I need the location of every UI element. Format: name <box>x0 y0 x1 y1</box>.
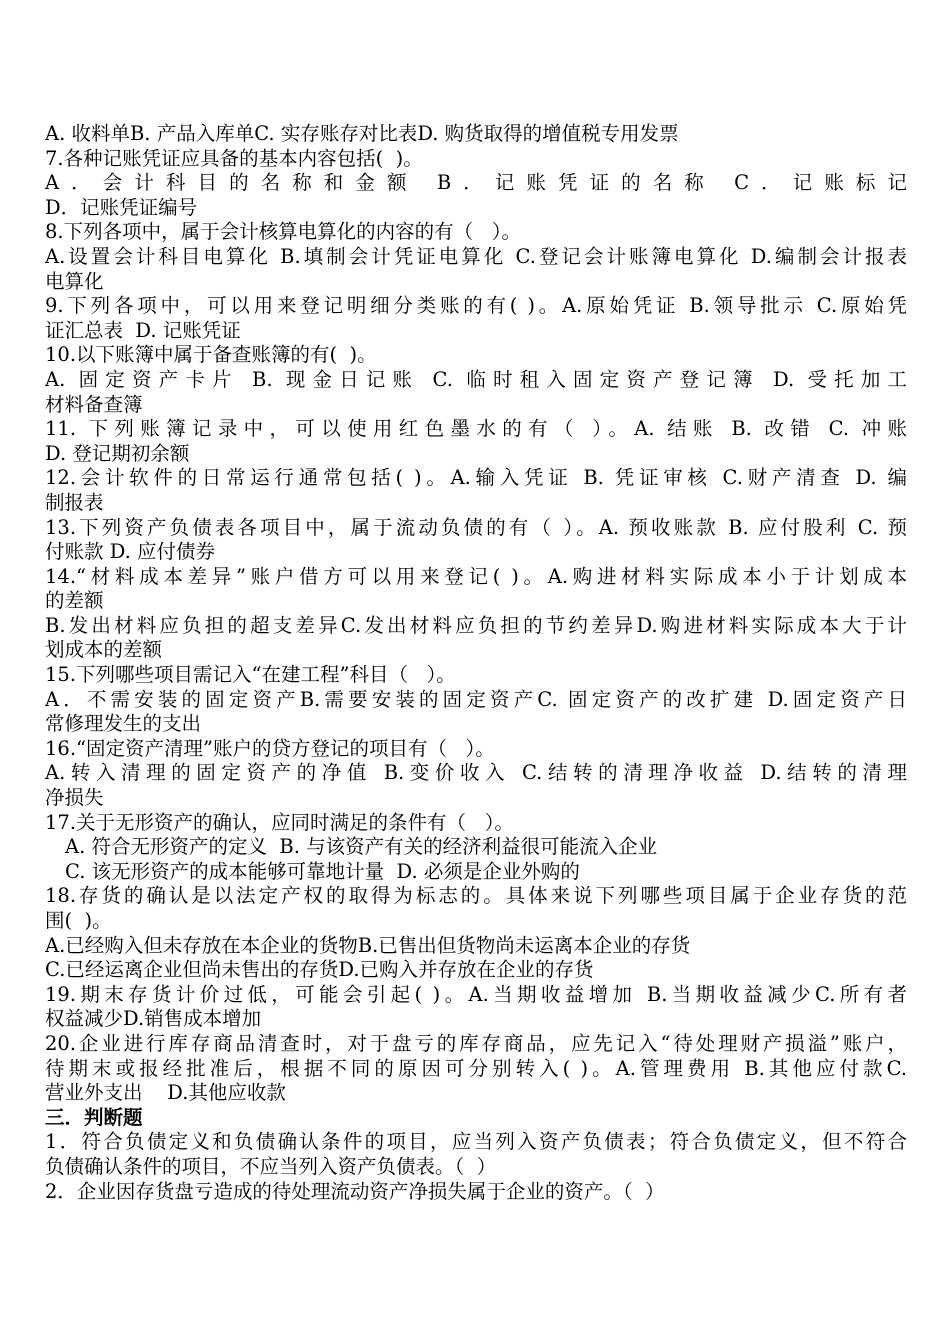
question-13-cont: 付账款 D. 应付债券 <box>45 540 216 564</box>
question-10-options: A. 固定资产卡片 B. 现金日记账 C. 临时租入固定资产登记簿 D. 受托加工 <box>45 367 907 391</box>
question-17-options-ab: A. 符合无形资产的定义 B. 与该资产有关的经济利益很可能流入企业 <box>65 835 658 859</box>
tf-question-1: 1．符合负债定义和负债确认条件的项目，应当列入资产负债表；符合负债定义，但不符合 <box>45 1130 907 1154</box>
question-7: 7.各种记账凭证应具备的基本内容包括( )。 <box>45 146 423 170</box>
question-7-options: A．会计科目的名称和金额 B．记账凭证的名称 C．记账标记 <box>45 171 907 195</box>
question-20-cont: 待期末或报经批准后，根据不同的原因可分别转入( )。A.管理费用 B.其他应付款C. <box>45 1056 907 1080</box>
question-16-options: A.转入清理的固定资产的净值 B.变价收入 C.结转的清理净收益 D.结转的清理 <box>45 761 907 785</box>
question-18: 18.存货的确认是以法定产权的取得为标志的。具体来说下列哪些项目属于企业存货的范 <box>45 884 907 908</box>
question-14-options-cont: 划成本的差额 <box>45 638 163 662</box>
question-18-options-ab: A.已经购入但未存放在本企业的货物B.已售出但货物尚未运离本企业的存货 <box>45 933 691 957</box>
question-12: 12.会计软件的日常运行通常包括( )。A.输入凭证 B. 凭证审核 C.财产清查 D. 编 <box>45 466 907 490</box>
question-16: 16.“固定资产清理”账户的贷方登记的项目有（ ）。 <box>45 736 495 760</box>
question-11: 11. 下列账簿记录中，可以使用红色墨水的有（ ）。A. 结账 B. 改错 C. 冲账 <box>45 417 907 441</box>
question-14-options: B.发出材料应负担的超支差异C.发出材料应负担的节约差异D.购进材料实际成本大于计 <box>45 613 907 637</box>
document-page <box>45 122 907 1204</box>
question-13: 13.下列资产负债表各项目中，属于流动负债的有（ ）。A. 预收账款 B. 应付股利 C. 预 <box>45 515 907 539</box>
question-9-cont: 证汇总表 D. 记账凭证 <box>45 318 241 342</box>
question-16-options-cont: 净损失 <box>45 786 104 810</box>
question-7-options-cont: D．记账凭证编号 <box>45 195 198 219</box>
question-10-options-cont: 材料备查簿 <box>45 392 143 416</box>
question-15-options: A．不需安装的固定资产B.需要安装的固定资产C. 固定资产的改扩建 D.固定资产日 <box>45 687 907 711</box>
question-14: 14.“材料成本差异”账户借方可以用来登记( )。A.购进材料实际成本小于计划成本 <box>45 564 907 588</box>
question-17: 17.关于无形资产的确认，应同时满足的条件有（ ）。 <box>45 810 514 834</box>
question-20: 20.企业进行库存商品清查时，对于盘亏的库存商品，应先记入“待处理财产损溢”账户， <box>45 1031 907 1055</box>
question-15-options-cont: 常修理发生的支出 <box>45 712 202 736</box>
section-heading-true-false: 三．判断题 <box>45 1105 143 1129</box>
text-line-1: A. 收料单B. 产品入库单C. 实存账存对比表D. 购货取得的增值税专用发票 <box>45 122 679 145</box>
question-11-cont: D. 登记期初余额 <box>45 441 190 465</box>
question-19: 19.期末存货计价过低，可能会引起( )。A.当期收益增加 B.当期收益减少C.所有者 <box>45 982 907 1006</box>
question-19-cont: 权益减少D.销售成本增加 <box>45 1007 262 1031</box>
question-9: 9.下列各项中，可以用来登记明细分类账的有( )。A.原始凭证 B.领导批示 C.原始凭 <box>45 294 907 318</box>
question-17-options-cd: C. 该无形资产的成本能够可靠地计量 D. 必须是企业外购的 <box>65 859 580 883</box>
question-8-options: A.设置会计科目电算化 B.填制会计凭证电算化 C.登记会计账簿电算化 D.编制会计报表 <box>45 244 907 268</box>
tf-question-1-cont: 负债确认条件的项目，不应当列入资产负债表。（ ） <box>45 1154 497 1178</box>
question-8: 8.下列各项中，属于会计核算电算化的内容的有（ ）。 <box>45 220 521 244</box>
question-8-options-cont: 电算化 <box>45 269 104 293</box>
question-18-cont: 围( )。 <box>45 909 112 932</box>
tf-question-2: 2．企业因存货盘亏造成的待处理流动资产净损失属于企业的资产。（ ） <box>45 1179 665 1203</box>
question-12-cont: 制报表 <box>45 490 104 514</box>
question-14-cont: 的差额 <box>45 589 104 613</box>
question-10: 10.以下账簿中属于备查账簿的有( )。 <box>45 343 377 367</box>
question-15: 15.下列哪些项目需记入“在建工程”科目（ ）。 <box>45 663 456 687</box>
question-20-options-cont: 营业外支出 D.其他应收款 <box>45 1081 286 1105</box>
question-18-options-cd: C.已经运离企业但尚未售出的存货D.已购入并存放在企业的存货 <box>45 958 594 982</box>
